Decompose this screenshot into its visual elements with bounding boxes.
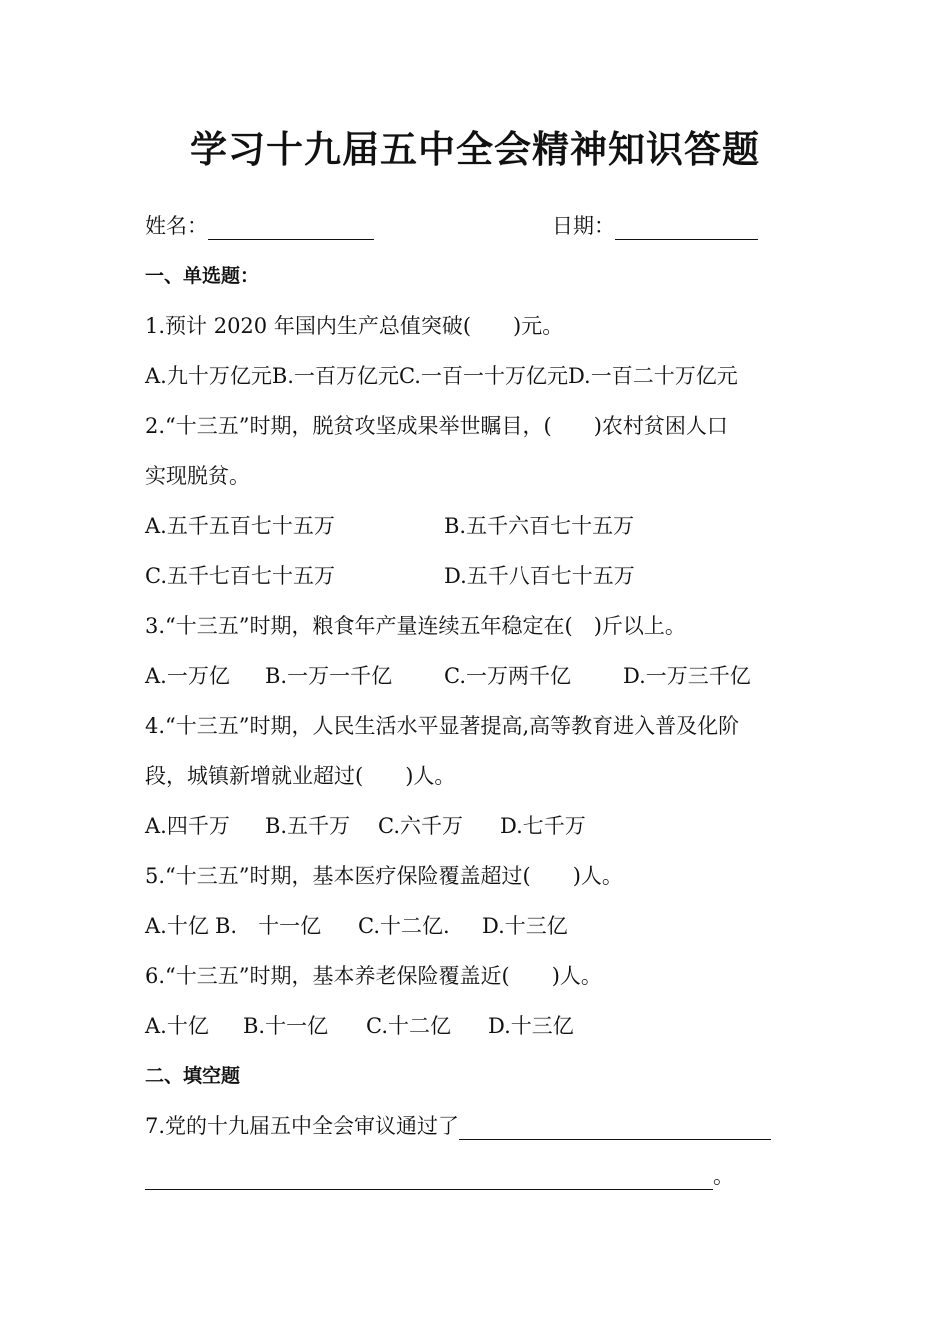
q4-option-a: A.四千万 bbox=[145, 814, 230, 838]
q2-option-b: B.五千六百七十五万 bbox=[444, 514, 635, 538]
name-blank[interactable] bbox=[208, 217, 374, 240]
q6-option-b: B.十一亿 bbox=[243, 1014, 329, 1038]
q1-option-d: D.一百二十万亿元 bbox=[567, 364, 738, 388]
q6-option-c: C.十二亿 bbox=[366, 1014, 451, 1038]
q4-option-d: D.七千万 bbox=[500, 814, 586, 838]
question-7-line-2 bbox=[145, 1162, 734, 1190]
document-title: 学习十九届五中全会精神知识答题 bbox=[190, 128, 760, 171]
q7-blank-line-1[interactable] bbox=[459, 1117, 771, 1140]
q7-blank-line-2[interactable] bbox=[145, 1167, 713, 1190]
question-2-line-2: 实现脱贫。 bbox=[145, 464, 250, 488]
q4-option-c: C.六千万 bbox=[378, 814, 463, 838]
q5-option-d: D.十三亿 bbox=[482, 914, 568, 938]
question-7-text: 7.党的十九届五中全会审议通过了 bbox=[145, 1114, 460, 1138]
question-1-options bbox=[145, 362, 738, 390]
q3-option-c: C.一万两千亿 bbox=[444, 664, 571, 688]
q6-option-d: D.十三亿 bbox=[488, 1014, 574, 1038]
q7-end-mark: 。 bbox=[713, 1164, 734, 1188]
q1-option-c: C.一百一十万亿元 bbox=[398, 364, 568, 388]
date-label: 日期： bbox=[552, 214, 615, 238]
question-2-line-1: 2.“十三五”时期，脱贫攻坚成果举世瞩目，( )农村贫困人口 bbox=[145, 414, 728, 438]
q6-option-a: A.十亿 bbox=[145, 1014, 209, 1038]
q2-option-d: D.五千八百七十五万 bbox=[444, 564, 635, 588]
q3-option-b: B.一万一千亿 bbox=[265, 664, 393, 688]
question-5: 5.“十三五”时期，基本医疗保险覆盖超过( )人。 bbox=[145, 864, 623, 888]
q5-option-a: A.十亿 bbox=[145, 914, 209, 938]
date-blank[interactable] bbox=[615, 217, 758, 240]
name-row bbox=[145, 212, 374, 240]
q3-option-a: A.一万亿 bbox=[145, 664, 230, 688]
section-heading-single-choice: 一、单选题： bbox=[145, 265, 260, 287]
question-6: 6.“十三五”时期，基本养老保险覆盖近( )人。 bbox=[145, 964, 602, 988]
q2-option-c: C.五千七百七十五万 bbox=[145, 564, 335, 588]
q5-option-b: B. 十一亿 bbox=[215, 914, 322, 938]
q1-option-a: A.九十万亿元 bbox=[145, 364, 272, 388]
q1-option-b: B.一百万亿元 bbox=[271, 364, 399, 388]
q2-option-a: A.五千五百七十五万 bbox=[145, 514, 335, 538]
question-1: 1.预计 2020 年国内生产总值突破( )元。 bbox=[145, 314, 564, 338]
q4-option-b: B.五千万 bbox=[265, 814, 351, 838]
name-label: 姓名： bbox=[145, 214, 208, 238]
q3-option-d: D.一万三千亿 bbox=[623, 664, 751, 688]
date-row bbox=[552, 212, 758, 240]
question-3: 3.“十三五”时期，粮食年产量连续五年稳定在( )斤以上。 bbox=[145, 614, 686, 638]
question-7 bbox=[145, 1112, 771, 1140]
section-heading-fill-blank: 二、填空题 bbox=[145, 1065, 241, 1087]
q5-option-c: C.十二亿. bbox=[358, 914, 450, 938]
question-4-line-1: 4.“十三五”时期，人民生活水平显著提高,高等教育进入普及化阶 bbox=[145, 714, 740, 738]
question-4-line-2: 段，城镇新增就业超过( )人。 bbox=[145, 764, 456, 788]
